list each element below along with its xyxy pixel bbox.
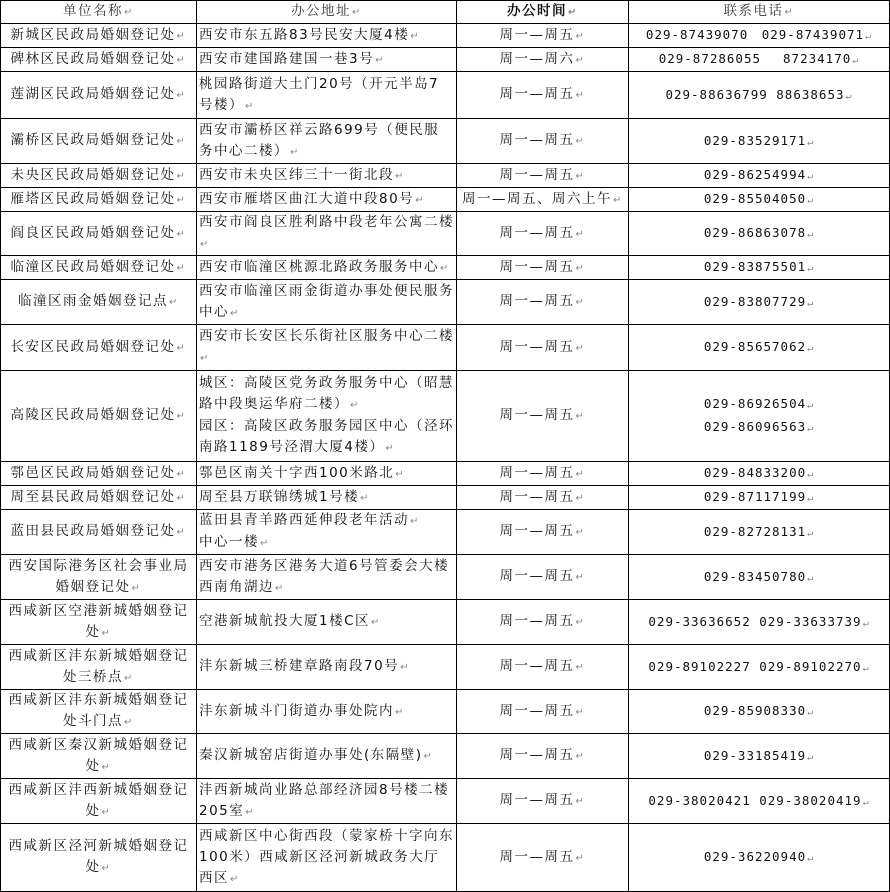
- address-cell: [197, 212, 457, 256]
- paragraph-mark-icon: ↵: [807, 343, 815, 354]
- table-row: [1, 779, 890, 824]
- address-cell: [197, 734, 457, 779]
- unit-name: 灞桥区民政局婚姻登记处: [10, 132, 176, 148]
- paragraph-mark-icon: ↵: [395, 468, 406, 480]
- paragraph-mark-icon: ↵: [176, 468, 187, 480]
- paragraph-mark-icon: ↵: [807, 229, 815, 240]
- phone-cell: [629, 734, 890, 779]
- phone-cell: [629, 690, 890, 734]
- office-hours-cell: [457, 824, 629, 892]
- paragraph-mark-icon: ↵: [575, 170, 586, 182]
- office-hours-cell: [457, 48, 629, 72]
- office-hours: 周一—周五: [499, 702, 575, 719]
- phone-number: 029-33185419↵: [703, 747, 815, 763]
- office-hours-cell: [457, 690, 629, 734]
- unit-name: 西咸新区沣东新城婚姻登记处斗门点: [8, 692, 189, 729]
- paragraph-mark-icon: ↵: [176, 527, 187, 538]
- unit-name: 西咸新区秦汉新城婚姻登记处: [8, 736, 189, 774]
- address-line: 桃园路街道大土门20号（开元半岛7号楼）↵: [199, 75, 440, 113]
- paragraph-mark-icon: ↵: [176, 228, 187, 240]
- paragraph-mark-icon: ↵: [176, 492, 187, 504]
- table-row: [1, 164, 890, 188]
- paragraph-mark-icon: ↵: [807, 195, 815, 206]
- table-row: [1, 188, 890, 212]
- phone-number: 029-86926504↵: [703, 396, 815, 411]
- header-address: 办公地址↵: [197, 1, 457, 24]
- address-cell: [197, 371, 457, 462]
- paragraph-mark-icon: ↵: [575, 411, 586, 422]
- phone-cell: [629, 119, 890, 164]
- address-cell: [197, 645, 457, 690]
- table-row: [1, 119, 890, 164]
- unit-name-cell: [1, 734, 197, 779]
- table-row: [1, 280, 890, 325]
- paragraph-mark-icon: ↵: [176, 194, 187, 206]
- unit-name-cell: [1, 371, 197, 462]
- phone-number: 029-88636799 88638653↵: [665, 86, 853, 102]
- paragraph-mark-icon: ↵: [575, 796, 586, 807]
- unit-name: 西安国际港务区社会事业局婚姻登记处: [8, 557, 189, 595]
- phone-number: 029-83875501↵: [703, 259, 815, 274]
- address-cell: [197, 119, 457, 164]
- office-hours: 周一—周五: [499, 848, 575, 865]
- phone-cell: [629, 824, 890, 892]
- unit-name-cell: [1, 510, 197, 555]
- phone-cell: [629, 24, 890, 48]
- phone-cell: [629, 256, 890, 280]
- address-line: 城区：高陵区党务政务服务中心（昭慧路中段奥运华府二楼）↵: [199, 375, 454, 412]
- office-hours: 周一—周五: [499, 658, 575, 674]
- unit-name: 阎良区民政局婚姻登记处: [10, 224, 176, 241]
- table-row: [1, 600, 890, 645]
- paragraph-mark-icon: ↵: [862, 617, 870, 629]
- paragraph-mark-icon: ↵: [371, 617, 381, 628]
- unit-name-cell: [1, 164, 197, 188]
- unit-name: 临潼区雨金婚姻登记点: [18, 293, 169, 309]
- paragraph-mark-icon: ↵: [230, 873, 240, 885]
- office-hours: 周一—周五: [499, 747, 575, 763]
- table-row: [1, 690, 890, 734]
- header-row: [1, 1, 890, 24]
- paragraph-mark-icon: ↵: [410, 30, 421, 42]
- paragraph-mark-icon: ↵: [395, 706, 405, 718]
- paragraph-mark-icon: ↵: [807, 297, 815, 309]
- paragraph-mark-icon: ↵: [124, 7, 134, 18]
- address-line: 西安市雁塔区曲江大道中段80号↵: [199, 190, 426, 207]
- paragraph-mark-icon: ↵: [440, 262, 450, 274]
- address-line: 空港新城航投大厦1楼C区↵: [199, 613, 381, 629]
- office-hours: 周一—周五: [499, 86, 575, 102]
- address-line: 西安市灞桥区祥云路699号（便民服务中心二楼）↵: [199, 121, 440, 159]
- unit-name-cell: [1, 72, 197, 119]
- paragraph-mark-icon: ↵: [350, 400, 360, 411]
- phone-cell: [629, 510, 890, 555]
- paragraph-mark-icon: ↵: [862, 796, 870, 808]
- address-cell: [197, 24, 457, 48]
- unit-name: 雁塔区民政局婚姻登记处: [10, 190, 176, 207]
- paragraph-mark-icon: ↵: [395, 170, 405, 182]
- phone-cell: [629, 48, 890, 72]
- address-cell: [197, 188, 457, 212]
- address-line: 西咸新区中心街西段（蒙家桥十字向东100米）西咸新区泾河新城政务大厅西区↵: [199, 827, 454, 886]
- unit-name: 西咸新区泾河新城婚姻登记处: [8, 838, 189, 875]
- phone-number: 029-87117199↵: [703, 489, 815, 504]
- phone-cell: [629, 600, 890, 645]
- office-hours-cell: [457, 600, 629, 645]
- paragraph-mark-icon: ↵: [575, 468, 586, 480]
- table-row: [1, 212, 890, 256]
- address-line: 沣东新城三桥建章路南段70号↵: [199, 658, 411, 674]
- office-hours: 周一—周五: [499, 792, 575, 808]
- table-row: [1, 24, 890, 48]
- unit-name-cell: [1, 119, 197, 164]
- paragraph-mark-icon: ↵: [568, 7, 578, 18]
- unit-name: 西咸新区沣东新城婚姻登记处三桥点: [8, 647, 189, 685]
- phone-cell: [629, 164, 890, 188]
- unit-name-cell: [1, 824, 197, 892]
- paragraph-mark-icon: ↵: [176, 342, 187, 354]
- phone-number: 029-86863078↵: [703, 225, 815, 240]
- address-line: 西安市长安区长乐街社区服务中心二楼↵: [199, 328, 454, 364]
- office-hours-cell: [457, 462, 629, 486]
- unit-name: 蓝田县民政局婚姻登记处: [10, 523, 176, 539]
- paragraph-mark-icon: ↵: [575, 662, 586, 673]
- paragraph-mark-icon: ↵: [575, 572, 586, 583]
- phone-cell: [629, 645, 890, 690]
- phone-cell: [629, 280, 890, 325]
- paragraph-mark-icon: ↵: [807, 263, 815, 274]
- paragraph-mark-icon: ↵: [575, 54, 586, 66]
- address-cell: [197, 486, 457, 510]
- office-hours: 周一—周五: [499, 166, 575, 183]
- address-cell: [197, 48, 457, 72]
- address-line: 西安市建国路建国一巷3号↵: [199, 50, 385, 67]
- paragraph-mark-icon: ↵: [575, 706, 586, 718]
- header-phone: 联系电话↵: [629, 1, 890, 24]
- office-hours-cell: [457, 188, 629, 212]
- address-line: 秦汉新城窑店街道办事处(东隔壁)↵: [199, 747, 434, 763]
- paragraph-mark-icon: ↵: [415, 194, 426, 206]
- address-line: 园区：高陵区政务服务园区中心（泾环南路1189号泾渭大厦4楼）↵: [199, 418, 454, 455]
- unit-name: 莲湖区民政局婚姻登记处: [10, 86, 176, 102]
- phone-cell: [629, 212, 890, 256]
- paragraph-mark-icon: ↵: [865, 31, 873, 42]
- office-hours-cell: [457, 72, 629, 119]
- unit-name: 西咸新区空港新城婚姻登记处: [8, 602, 189, 640]
- address-cell: [197, 256, 457, 280]
- unit-name-cell: [1, 600, 197, 645]
- paragraph-mark-icon: ↵: [169, 297, 179, 308]
- office-hours-cell: [457, 164, 629, 188]
- phone-number: 029-85908330↵: [703, 703, 815, 718]
- unit-name-cell: [1, 690, 197, 734]
- office-hours-cell: [457, 734, 629, 779]
- paragraph-mark-icon: ↵: [176, 170, 187, 182]
- paragraph-mark-icon: ↵: [784, 7, 795, 18]
- paragraph-mark-icon: ↵: [575, 342, 586, 354]
- address-cell: [197, 280, 457, 325]
- paragraph-mark-icon: ↵: [200, 239, 210, 250]
- unit-name-cell: [1, 212, 197, 256]
- paragraph-mark-icon: ↵: [176, 90, 187, 101]
- table-row: [1, 371, 890, 462]
- paragraph-mark-icon: ↵: [613, 194, 623, 206]
- address-cell: [197, 462, 457, 486]
- phone-number: 029-83450780↵: [703, 568, 815, 584]
- office-hours-cell: [457, 119, 629, 164]
- paragraph-mark-icon: ↵: [176, 262, 187, 274]
- phone-number: 029-87286055 87234170↵: [658, 51, 860, 66]
- table-row: [1, 256, 890, 280]
- office-hours-cell: [457, 555, 629, 600]
- office-hours-cell: [457, 371, 629, 462]
- phone-number: 029-83529171↵: [703, 132, 815, 148]
- paragraph-mark-icon: ↵: [176, 54, 187, 66]
- office-hours: 周一—周五: [499, 613, 575, 629]
- unit-name: 新城区民政局婚姻登记处: [10, 26, 176, 43]
- paragraph-mark-icon: ↵: [807, 493, 815, 504]
- office-hours-cell: [457, 212, 629, 256]
- phone-cell: [629, 188, 890, 212]
- unit-name-cell: [1, 779, 197, 824]
- paragraph-mark-icon: ↵: [101, 627, 112, 639]
- address-line: 沣西新城尚业路总部经济园8号楼二楼205室↵: [199, 781, 450, 819]
- paragraph-mark-icon: ↵: [575, 852, 586, 864]
- phone-cell: [629, 555, 890, 600]
- table-row: [1, 462, 890, 486]
- office-hours: 周一—周五: [499, 132, 575, 148]
- paragraph-mark-icon: ↵: [845, 90, 853, 102]
- office-hours: 周一—周五: [499, 293, 575, 309]
- office-hours: 周一—周五、周六上午: [462, 190, 613, 207]
- address-line: 西安市港务区港务大道6号管委会大楼西南角湖边↵: [199, 557, 450, 595]
- unit-name-cell: [1, 24, 197, 48]
- address-line: 沣东新城斗门街道办事处院内↵: [199, 702, 405, 719]
- address-line: 西安市未央区纬三十一街北段↵: [199, 166, 405, 183]
- paragraph-mark-icon: ↵: [575, 30, 586, 42]
- address-cell: [197, 779, 457, 824]
- paragraph-mark-icon: ↵: [807, 469, 815, 480]
- address-line: 西安市阎良区胜利路中段老年公寓二楼↵: [199, 214, 454, 250]
- unit-name-cell: [1, 486, 197, 510]
- address-cell: [197, 164, 457, 188]
- unit-name-cell: [1, 325, 197, 371]
- paragraph-mark-icon: ↵: [101, 863, 112, 874]
- phone-number: 029-84833200↵: [703, 465, 815, 480]
- paragraph-mark-icon: ↵: [176, 411, 187, 422]
- table-row: [1, 72, 890, 119]
- office-hours: 周一—周六: [499, 50, 575, 67]
- office-hours-cell: [457, 645, 629, 690]
- unit-name: 临潼区民政局婚姻登记处: [10, 258, 176, 275]
- paragraph-mark-icon: ↵: [101, 806, 112, 818]
- address-line: 西安市临潼区雨金街道办事处便民服务中心↵: [199, 282, 454, 320]
- office-hours-cell: [457, 24, 629, 48]
- paragraph-mark-icon: ↵: [176, 136, 187, 147]
- unit-name: 长安区民政局婚姻登记处: [10, 338, 176, 355]
- paragraph-mark-icon: ↵: [807, 171, 815, 182]
- address-line: 西安市临潼区桃源北路政务服务中心↵: [199, 258, 450, 275]
- address-cell: [197, 72, 457, 119]
- unit-name: 未央区民政局婚姻登记处: [10, 166, 176, 183]
- paragraph-mark-icon: ↵: [807, 400, 815, 411]
- table-row: [1, 824, 890, 892]
- address-cell: [197, 824, 457, 892]
- paragraph-mark-icon: ↵: [275, 582, 285, 594]
- phone-number: 029-89102227 029-89102270↵: [648, 658, 870, 674]
- paragraph-mark-icon: ↵: [807, 853, 815, 864]
- address-line: 周至县万联锦绣城1号楼↵: [199, 488, 370, 505]
- header-unit-name: 单位名称↵: [1, 1, 197, 24]
- paragraph-mark-icon: ↵: [101, 761, 112, 773]
- paragraph-mark-icon: ↵: [200, 353, 210, 364]
- table-row: [1, 645, 890, 690]
- paragraph-mark-icon: ↵: [807, 136, 815, 148]
- paragraph-mark-icon: ↵: [124, 717, 134, 728]
- unit-name-cell: [1, 555, 197, 600]
- paragraph-mark-icon: ↵: [575, 136, 586, 147]
- phone-number: 029-83807729↵: [703, 293, 815, 309]
- table-row: [1, 555, 890, 600]
- paragraph-mark-icon: ↵: [245, 100, 255, 112]
- phone-number: 029-86096563↵: [703, 419, 815, 434]
- paragraph-mark-icon: ↵: [575, 228, 586, 240]
- paragraph-mark-icon: ↵: [230, 307, 240, 319]
- paragraph-mark-icon: ↵: [124, 672, 134, 684]
- paragraph-mark-icon: ↵: [176, 30, 187, 42]
- paragraph-mark-icon: ↵: [360, 492, 370, 504]
- phone-number: 029-38020421 029-38020419↵: [648, 792, 870, 808]
- paragraph-mark-icon: ↵: [575, 492, 586, 504]
- phone-number: 029-82728131↵: [703, 523, 815, 539]
- address-line: 鄠邑区南关十字西100米路北↵: [199, 464, 406, 481]
- office-hours: 周一—周五: [499, 26, 575, 43]
- address-cell: [197, 555, 457, 600]
- office-hours: 周一—周五: [499, 338, 575, 355]
- phone-cell: [629, 325, 890, 371]
- address-cell: [197, 325, 457, 371]
- office-hours: 周一—周五: [499, 464, 575, 481]
- address-cell: [197, 690, 457, 734]
- paragraph-mark-icon: ↵: [131, 582, 142, 594]
- address-line: 西安市东五路83号民安大厦4楼↵: [199, 26, 421, 43]
- phone-number: 029-86254994↵: [703, 167, 815, 182]
- paragraph-mark-icon: ↵: [852, 55, 860, 66]
- office-hours: 周一—周五: [499, 258, 575, 275]
- office-hours: 周一—周五: [499, 407, 575, 423]
- phone-cell: [629, 371, 890, 462]
- office-hours-cell: [457, 256, 629, 280]
- paragraph-mark-icon: ↵: [575, 751, 586, 762]
- table-row: [1, 734, 890, 779]
- office-hours-cell: [457, 779, 629, 824]
- office-hours: 周一—周五: [499, 523, 575, 539]
- paragraph-mark-icon: ↵: [807, 751, 815, 763]
- unit-name-cell: [1, 462, 197, 486]
- office-hours-cell: [457, 486, 629, 510]
- unit-name: 西咸新区沣西新城婚姻登记处: [8, 781, 189, 819]
- paragraph-mark-icon: ↵: [575, 527, 586, 538]
- office-hours-cell: [457, 325, 629, 371]
- phone-number: 029-85504050↵: [703, 191, 815, 206]
- paragraph-mark-icon: ↵: [385, 443, 396, 454]
- paragraph-mark-icon: ↵: [807, 572, 815, 584]
- office-hours: 周一—周五: [499, 568, 575, 584]
- office-hours-cell: [457, 510, 629, 555]
- table-row: [1, 486, 890, 510]
- phone-cell: [629, 486, 890, 510]
- paragraph-mark-icon: ↵: [575, 617, 586, 628]
- unit-name-cell: [1, 645, 197, 690]
- unit-name-cell: [1, 188, 197, 212]
- phone-cell: [629, 72, 890, 119]
- paragraph-mark-icon: ↵: [423, 751, 434, 762]
- phone-number: 029-87439070 029-87439071↵: [645, 27, 873, 42]
- paragraph-mark-icon: ↵: [245, 806, 256, 818]
- address-cell: [197, 510, 457, 555]
- phone-number: 029-36220940↵: [703, 849, 815, 864]
- paragraph-mark-icon: ↵: [410, 516, 420, 527]
- office-hours: 周一—周五: [499, 224, 575, 241]
- paragraph-mark-icon: ↵: [807, 527, 815, 539]
- paragraph-mark-icon: ↵: [260, 538, 270, 549]
- unit-name: 碑林区民政局婚姻登记处: [10, 50, 176, 67]
- address-cell: [197, 600, 457, 645]
- paragraph-mark-icon: ↵: [575, 297, 586, 308]
- unit-name: 周至县民政局婚姻登记处: [10, 488, 176, 505]
- paragraph-mark-icon: ↵: [862, 662, 870, 674]
- paragraph-mark-icon: ↵: [575, 90, 586, 101]
- paragraph-mark-icon: ↵: [807, 423, 815, 434]
- table-row: [1, 325, 890, 371]
- address-line: 蓝田县青羊路西延伸段老年活动↵: [199, 512, 420, 528]
- paragraph-mark-icon: ↵: [575, 262, 586, 274]
- table-body: [1, 24, 890, 892]
- phone-number: 029-33636652 029-33633739↵: [648, 613, 870, 629]
- phone-cell: [629, 779, 890, 824]
- phone-cell: [629, 462, 890, 486]
- table-row: [1, 48, 890, 72]
- unit-name-cell: [1, 280, 197, 325]
- phone-number: 029-85657062↵: [703, 339, 815, 354]
- paragraph-mark-icon: ↵: [807, 707, 815, 718]
- address-line: 中心一楼↵: [199, 534, 270, 550]
- unit-name: 高陵区民政局婚姻登记处: [10, 407, 176, 423]
- office-hours: 周一—周五: [499, 488, 575, 505]
- header-office-hours: 办公时间↵: [457, 1, 629, 24]
- paragraph-mark-icon: ↵: [400, 662, 411, 673]
- paragraph-mark-icon: ↵: [375, 54, 385, 66]
- unit-name: 鄠邑区民政局婚姻登记处: [10, 464, 176, 481]
- table-row: [1, 510, 890, 555]
- paragraph-mark-icon: ↵: [290, 146, 300, 158]
- unit-name-cell: [1, 256, 197, 280]
- office-hours-cell: [457, 280, 629, 325]
- unit-name-cell: [1, 48, 197, 72]
- paragraph-mark-icon: ↵: [352, 7, 362, 18]
